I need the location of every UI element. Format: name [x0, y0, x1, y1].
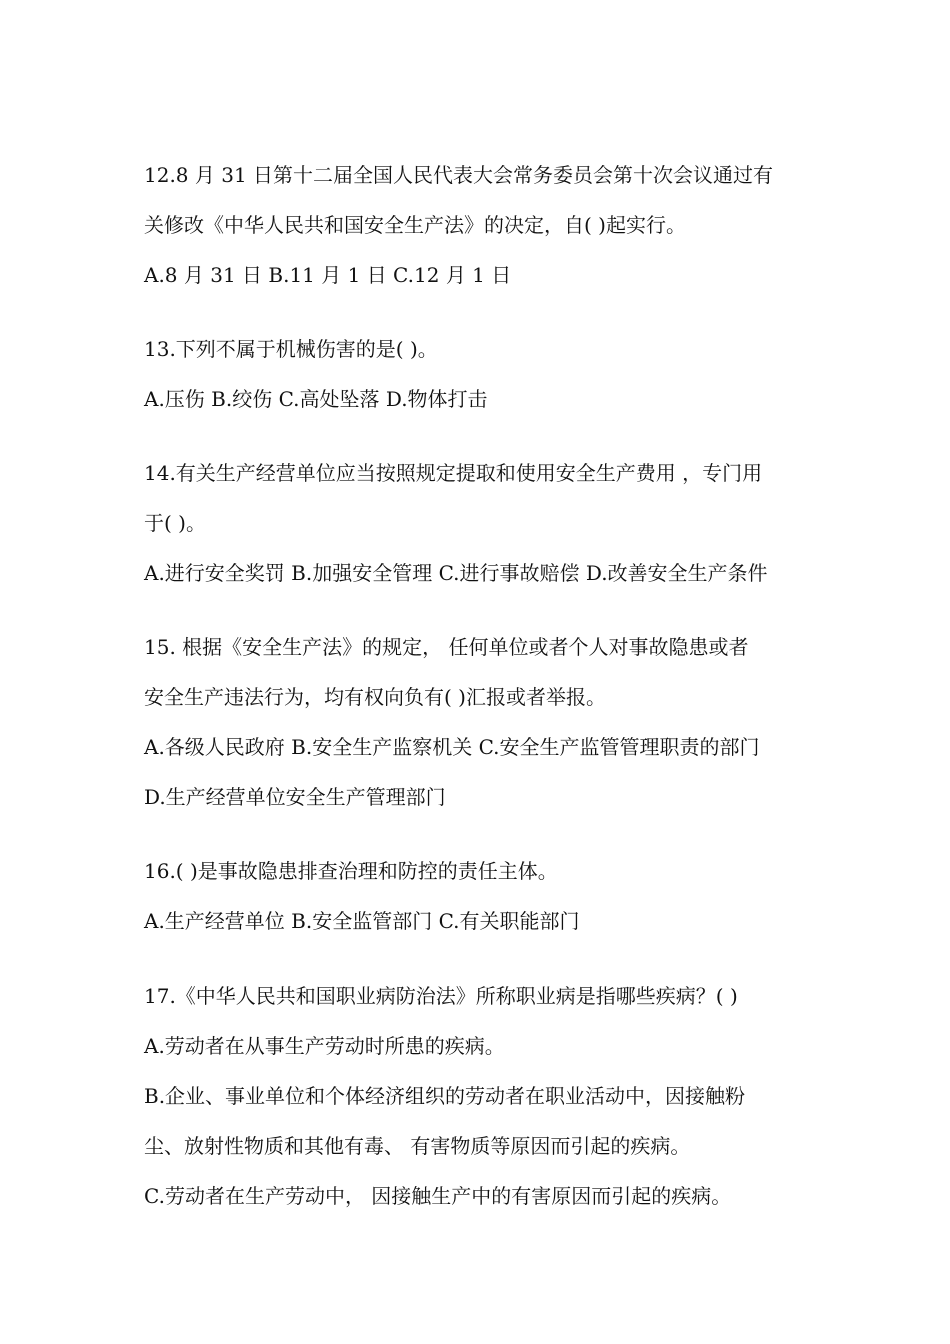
question-12-text-line-1: 12.8 月 31 日第十二届全国人民代表大会常务委员会第十次会议通过有 — [144, 163, 774, 187]
question-15-text-line-1: 15. 根据《安全生产法》的规定， 任何单位或者个人对事故隐患或者 — [144, 635, 749, 659]
question-13-options: A.压伤 B.绞伤 C.高处坠落 D.物体打击 — [144, 387, 488, 411]
question-14-text-line-1: 14.有关生产经营单位应当按照规定提取和使用安全生产费用 ，专门用 — [144, 461, 763, 485]
question-17-option-b-line-1: B.企业、事业单位和个体经济组织的劳动者在职业活动中，因接触粉 — [144, 1084, 746, 1108]
question-16-options: A.生产经营单位 B.安全监管部门 C.有关职能部门 — [144, 909, 580, 933]
question-13-text: 13.下列不属于机械伤害的是( )。 — [144, 337, 438, 361]
question-15-options-line-1: A.各级人民政府 B.安全生产监察机关 C.安全生产监管管理职责的部门 — [144, 735, 760, 759]
question-12-options: A.8 月 31 日 B.11 月 1 日 C.12 月 1 日 — [144, 263, 512, 287]
question-17-option-c: C.劳动者在生产劳动中， 因接触生产中的有害原因而引起的疾病。 — [144, 1184, 732, 1208]
question-15-options-line-2: D.生产经营单位安全生产管理部门 — [144, 785, 446, 809]
question-16-text: 16.( )是事故隐患排查治理和防控的责任主体。 — [144, 859, 558, 883]
question-12-text-line-2: 关修改《中华人民共和国安全生产法》的决定，自( )起实行。 — [144, 213, 686, 237]
question-15-text-line-2: 安全生产违法行为，均有权向负有( )汇报或者举报。 — [144, 685, 606, 709]
question-17-text: 17.《中华人民共和国职业病防治法》所称职业病是指哪些疾病？( ) — [144, 984, 738, 1008]
question-14-options: A.进行安全奖罚 B.加强安全管理 C.进行事故赔偿 D.改善安全生产条件 — [144, 561, 768, 585]
question-17-option-b-line-2: 尘、放射性物质和其他有毒、 有害物质等原因而引起的疾病。 — [144, 1134, 691, 1158]
question-17-option-a: A.劳动者在从事生产劳动时所患的疾病。 — [144, 1034, 505, 1058]
question-14-text-line-2: 于( )。 — [144, 511, 206, 535]
